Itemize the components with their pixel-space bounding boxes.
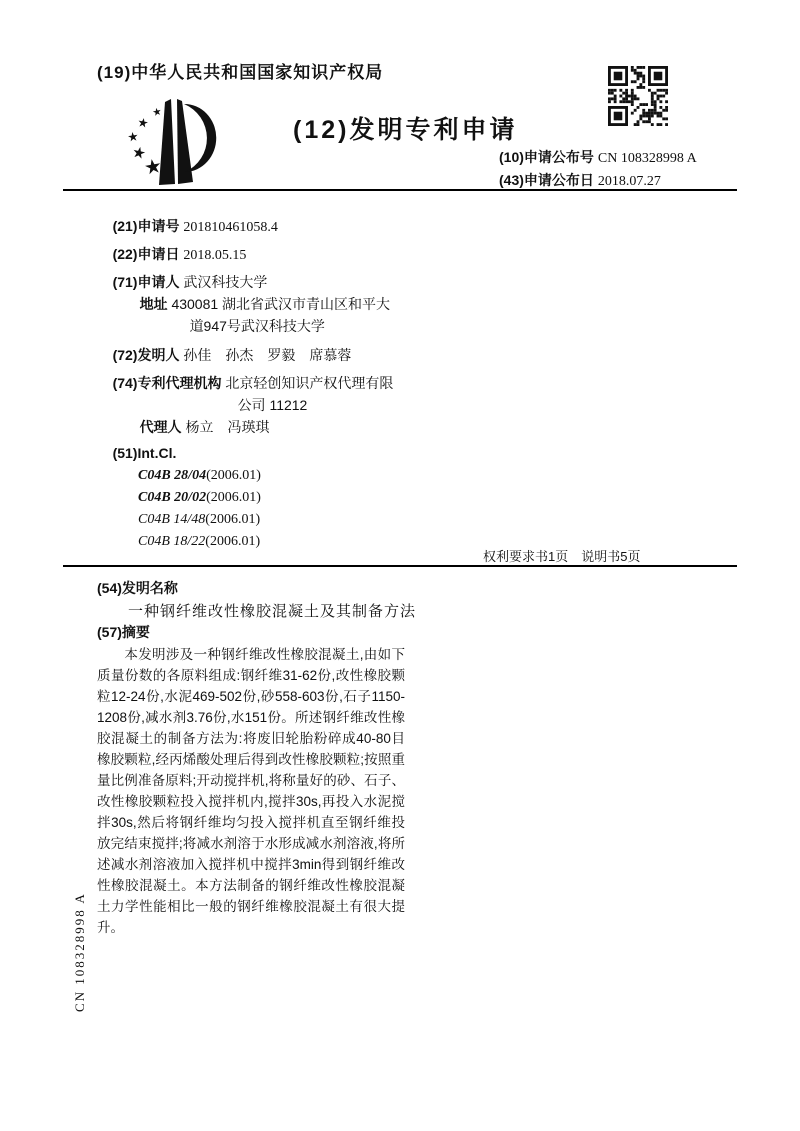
address-label: 地址: [139, 296, 168, 312]
application-number-label: (21)申请号: [112, 218, 180, 234]
agent-label: 代理人: [139, 419, 182, 435]
agency-line1: 北京轻创知识产权代理有限: [225, 375, 394, 391]
intcl-entry: C04B 28/04(2006.01): [138, 468, 261, 483]
address-line1: 430081 湖北省武汉市青山区和平大: [171, 296, 391, 312]
application-number-value: 201810461058.4: [183, 220, 278, 235]
sipo-logo-icon: [112, 92, 222, 192]
qr-code: [608, 66, 668, 126]
section-divider: [63, 565, 737, 567]
agency-label: (74)专利代理机构: [112, 375, 222, 391]
applicant-value: 武汉科技大学: [183, 274, 268, 290]
publication-date-value: 2018.07.27: [597, 174, 661, 189]
filing-date-label: (22)申请日: [112, 246, 180, 262]
applicant-label: (71)申请人: [112, 274, 180, 290]
intcl-label: (51)Int.Cl.: [112, 445, 177, 461]
publication-date-label: (43)申请公布日: [499, 172, 594, 188]
header-divider: [63, 189, 737, 191]
agency-line2: 公司 11212: [237, 397, 308, 413]
abstract-label: (57)摘要: [97, 624, 150, 640]
invention-title: 一种钢纤维改性橡胶混凝土及其制备方法: [128, 603, 417, 620]
inventors-label: (72)发明人: [112, 347, 180, 363]
address-line2: 道947号武汉科技大学: [189, 318, 325, 334]
agents-value: 杨立 冯瑛琪: [185, 419, 270, 435]
document-type-title: (12)发明专利申请: [293, 116, 518, 144]
office-name: (19)中华人民共和国国家知识产权局: [97, 63, 384, 82]
invention-title-label: (54)发明名称: [97, 580, 178, 596]
intcl-entry: C04B 14/48(2006.01): [138, 512, 261, 527]
pages-info: 权利要求书1页 说明书5页: [483, 549, 641, 564]
publication-number-label: (10)申请公布号: [499, 149, 594, 165]
inventors-value: 孙佳 孙杰 罗毅 席慕蓉: [183, 347, 352, 363]
vertical-doc-id: CN 108328998 A: [72, 892, 87, 1012]
publication-number-value: CN 108328998 A: [597, 151, 697, 166]
publication-number-line: [499, 147, 697, 167]
publication-date-line: [499, 170, 661, 190]
intcl-entry: C04B 18/22(2006.01): [138, 534, 261, 549]
intcl-entry: C04B 20/02(2006.01): [138, 490, 261, 505]
abstract-text: 本发明涉及一种钢纤维改性橡胶混凝土,由如下质量份数的各原料组成:钢纤维31-62份,改性橡胶颗粒12-24份,水泥469-502份,砂558-603份,石子1150-1208份,减水剂3.76份,水151份。所述钢纤维改性橡胶混凝土的制备方法为:将废旧轮胎粉碎成40-80目橡胶颗粒,经丙烯酸处理后得到改性橡胶颗粒;按照重量比例准备原料;开动搅拌机,将称量好的砂、石子、改性橡胶颗粒投入搅拌机内,搅拌30s,再投入水泥搅拌30s,然后将钢纤维均匀投入搅拌机直至钢纤维投放完结束搅拌;将减水剂溶于水形成减水剂溶液,将所述减水剂溶液加入搅拌机中搅拌3min得到钢纤维改性橡胶混凝土。本方法制备的钢纤维改性橡胶混凝土力学性能相比一般的钢纤维橡胶混凝土有很大提升。: [97, 647, 405, 935]
filing-date-value: 2018.05.15: [183, 248, 247, 263]
